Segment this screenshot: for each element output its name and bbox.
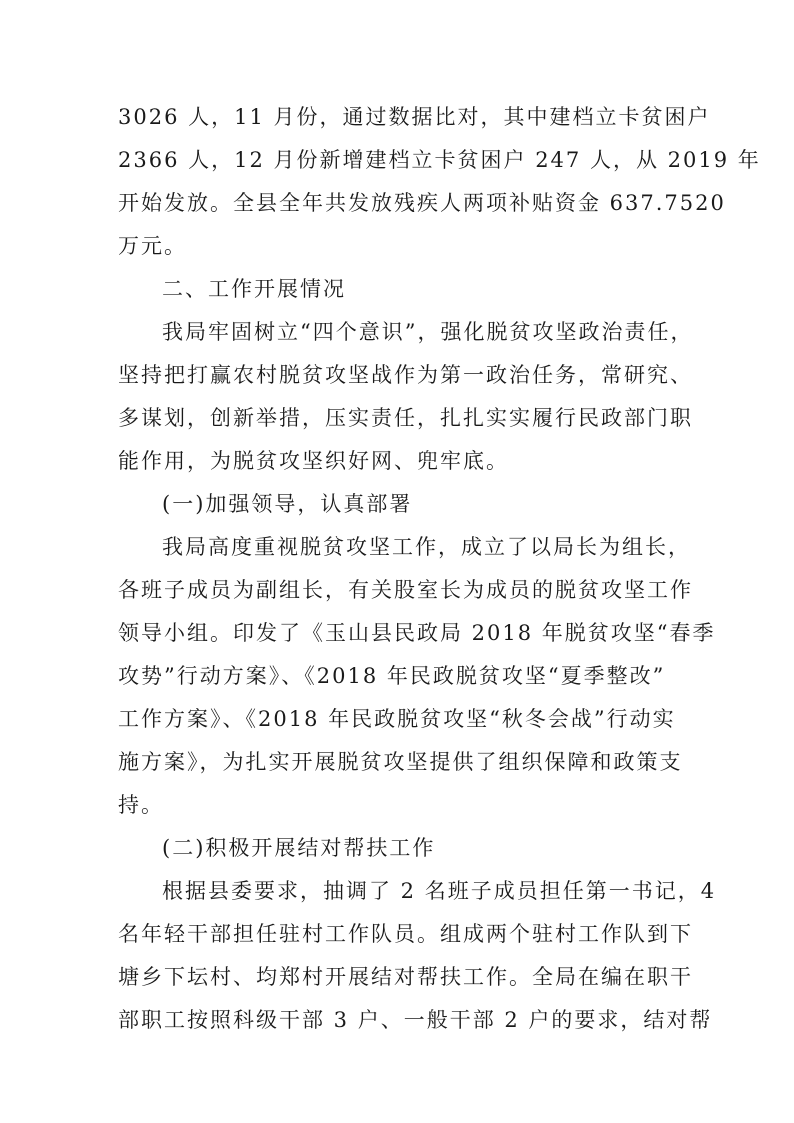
body-line: 工作方案》、《2018 年民政脱贫攻坚“秋冬会战”行动实 bbox=[118, 707, 676, 731]
body-line: 3026 人，11 月份，通过数据比对，其中建档立卡贫困户 bbox=[118, 105, 711, 129]
body-line: 能作用，为脱贫攻坚织好网、兜牢底。 bbox=[118, 449, 509, 473]
body-line: 根据县委要求，抽调了 2 名班子成员担任第一书记，4 bbox=[162, 879, 717, 903]
section-heading: 二、工作开展情况 bbox=[162, 277, 346, 301]
body-line: 名年轻干部担任驻村工作队员。组成两个驻村工作队到下 bbox=[118, 922, 693, 946]
body-line: 2366 人，12 月份新增建档立卡贫困户 247 人，从 2019 年 bbox=[118, 148, 761, 172]
body-line: 坚持把打赢农村脱贫攻坚战作为第一政治任务，常研究、 bbox=[118, 363, 693, 387]
subsection-heading: (二)积极开展结对帮扶工作 bbox=[162, 836, 436, 860]
body-line: 多谋划，创新举措，压实责任，扎扎实实履行民政部门职 bbox=[118, 406, 693, 430]
body-line: 我局牢固树立“四个意识”，强化脱贫攻坚政治责任， bbox=[162, 320, 694, 344]
body-line: 领导小组。印发了《玉山县民政局 2018 年脱贫攻坚“春季 bbox=[118, 621, 716, 645]
body-line: 持。 bbox=[118, 793, 164, 817]
body-line: 开始发放。全县全年共发放残疾人两项补贴资金 637.7520 bbox=[118, 191, 726, 215]
body-line: 塘乡下坛村、均郑村开展结对帮扶工作。全局在编在职干 bbox=[118, 965, 693, 989]
body-line: 部职工按照科级干部 3 户、一般干部 2 户的要求，结对帮 bbox=[118, 1008, 713, 1032]
body-line: 施方案》，为扎实开展脱贫攻坚提供了组织保障和政策支 bbox=[118, 750, 683, 774]
subsection-heading: (一)加强领导，认真部署 bbox=[162, 492, 413, 516]
body-line: 各班子成员为副组长，有关股室长为成员的脱贫攻坚工作 bbox=[118, 578, 693, 602]
document-body bbox=[118, 96, 761, 1042]
body-line: 我局高度重视脱贫攻坚工作，成立了以局长为组长， bbox=[162, 535, 691, 559]
body-line: 攻势”行动方案》、《2018 年民政脱贫攻坚“夏季整改” bbox=[118, 664, 666, 688]
body-line: 万元。 bbox=[118, 234, 187, 258]
